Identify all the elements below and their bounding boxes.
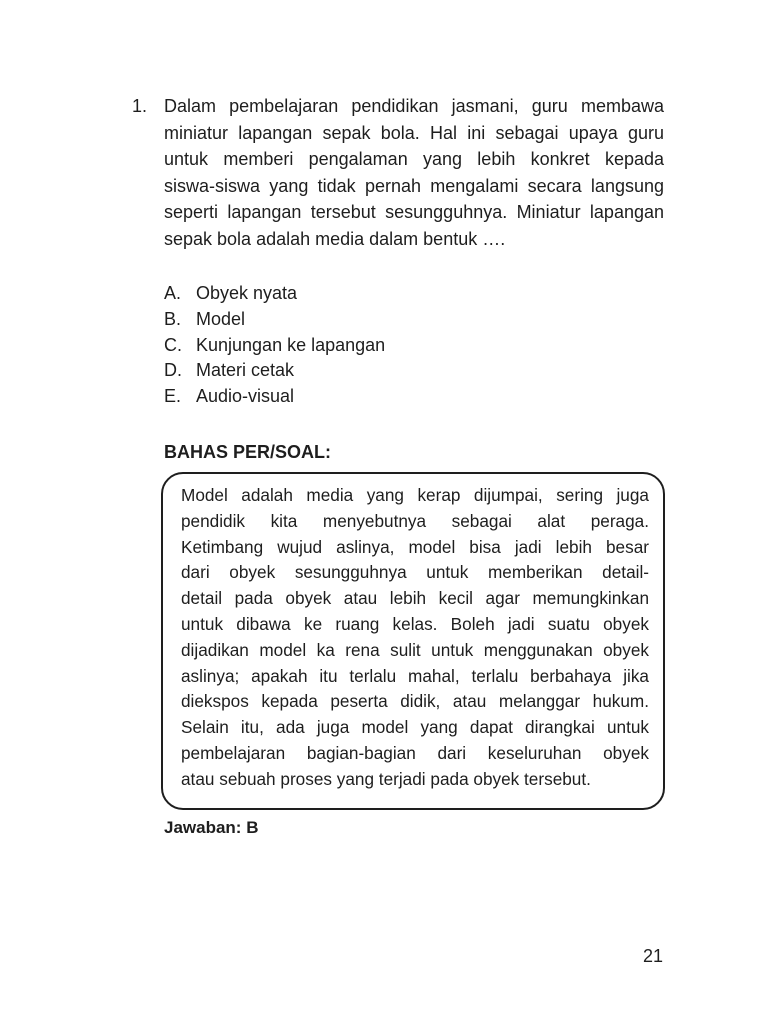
- discussion-line: atau sebuah proses yang terjadi pada obyek tersebut.: [181, 768, 591, 789]
- discussion-line: pendidik kita menyebutnya sebagai alat peraga.: [181, 510, 649, 531]
- discussion-line: Selain itu, ada juga model yang dapat dirangkai untuk: [181, 717, 649, 738]
- question-number: 1.: [132, 96, 148, 116]
- answer-key: Jawaban: B: [164, 818, 259, 837]
- discussion-title: BAHAS PER/SOAL:: [164, 442, 332, 462]
- option-letter: D.: [164, 360, 182, 381]
- question-line: miniatur lapangan sepak bola. Hal ini sebagai upaya guru: [164, 122, 664, 143]
- option-text: Kunjungan ke lapangan: [196, 334, 386, 355]
- question-block: [132, 93, 667, 252]
- option-letter: B.: [164, 308, 182, 329]
- discussion-box: [161, 472, 665, 810]
- option-letter: A.: [164, 283, 182, 303]
- answer-options: [164, 281, 385, 410]
- discussion-line: Ketimbang wujud aslinya, model bisa jadi lebih besar: [181, 536, 649, 557]
- option-c: [164, 333, 385, 359]
- option-letter: C.: [164, 334, 182, 355]
- discussion-line: untuk dibawa ke ruang kelas. Boleh jadi suatu obyek: [181, 613, 649, 634]
- discussion-line: Model adalah media yang kerap dijumpai, sering juga: [181, 485, 649, 505]
- option-letter: E.: [164, 386, 182, 407]
- option-b: [164, 307, 385, 333]
- option-a: [164, 281, 385, 307]
- option-text: Obyek nyata: [196, 283, 298, 303]
- discussion-line: dijadikan model ka rena sulit untuk menggunakan obyek: [181, 639, 649, 660]
- discussion-line: pembelajaran bagian-bagian dari keseluruhan obyek: [181, 742, 649, 763]
- discussion-line: aslinya; apakah itu terlalu mahal, terlalu berbahaya jika: [181, 665, 649, 686]
- question-line: siswa-siswa yang tidak pernah mengalami secara langsung: [164, 175, 664, 196]
- question-line: untuk memberi pengalaman yang lebih konkret kepada: [164, 149, 664, 169]
- discussion-line: diekspos kepada peserta didik, atau melanggar hukum.: [181, 691, 649, 712]
- option-d: [164, 358, 385, 384]
- page-number: 21: [643, 946, 664, 966]
- question-line: seperti lapangan tersebut sesungguhnya. Miniatur lapangan: [164, 202, 664, 222]
- option-text: Materi cetak: [196, 360, 295, 381]
- discussion-line: dari obyek sesungguhnya untuk memberikan detail-: [181, 562, 649, 583]
- question-line: Dalam pembelajaran pendidikan jasmani, guru membawa: [164, 96, 664, 116]
- discussion-line: detail pada obyek atau lebih kecil agar memungkinkan: [181, 588, 649, 609]
- question-line: sepak bola adalah media dalam bentuk ….: [164, 228, 506, 249]
- option-text: Audio-visual: [196, 386, 295, 407]
- option-e: [164, 384, 385, 410]
- option-text: Model: [196, 308, 246, 329]
- question-text: [164, 93, 664, 252]
